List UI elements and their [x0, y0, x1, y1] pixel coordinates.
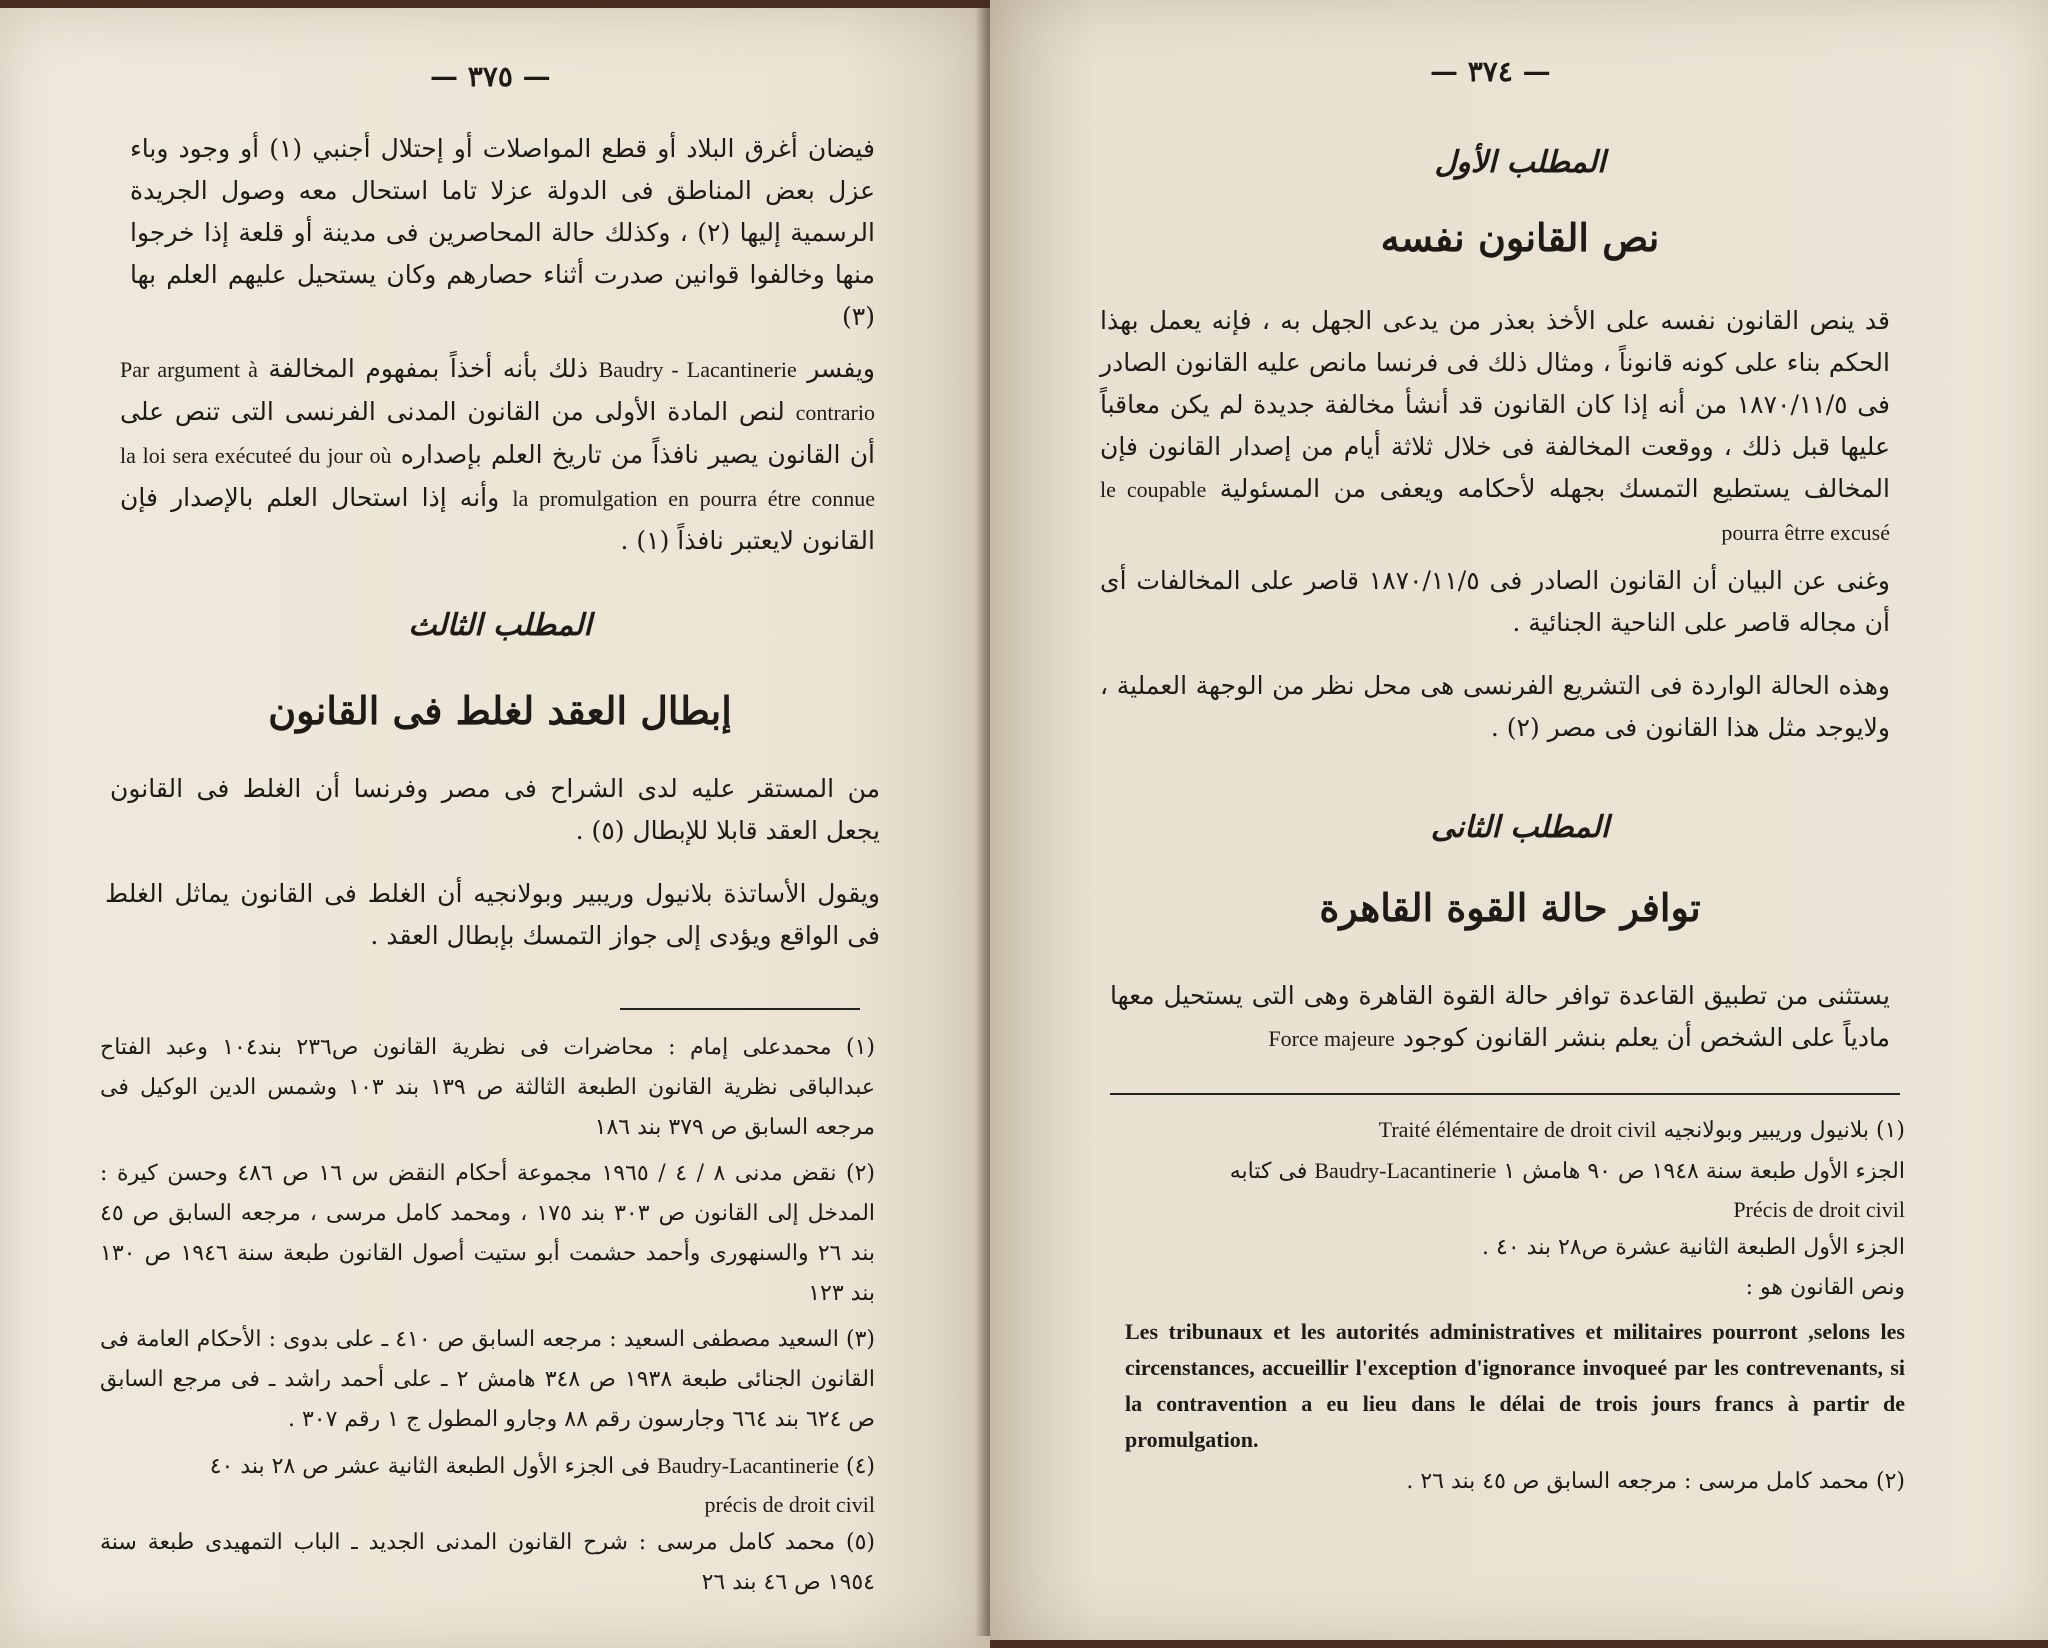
foreign-term: Force majeure [1268, 1026, 1395, 1051]
section-title: نص القانون نفسه [1380, 215, 1660, 260]
paragraph: فيضان أغرق البلاد أو قطع المواصلات أو إحتلال أجنبي (١) أو وجود وباء عزل بعض المناطق فى الدولة عزلا تاما استحال معه وصول الجريدة الرسمية إليها (٢) ، وكذلك حالة المحاصرين فى مدينة أو قلعة إذا خرجوا منها وخالفوا قوانين صدرت أثناء حصارهم وكان يستحيل عليهم العلم بها (٣) [130, 134, 876, 331]
section-title: إبطال العقد لغلط فى القانون [268, 688, 732, 733]
footnote: (٢) نقض مدنى ٨ / ٤ / ١٩٦٥ مجموعة أحكام النقض س ١٦ ص ٤٨٦ وحسن كيرة : المدخل إلى القانون ص ٣٠٣ بند ١٧٥ ، ومحمد كامل مرسى ، مرجعه السابق ص ٤٥ بند ٢٦ والسنهورى وأحمد حشمت أبو ستيت أصول القانون طبعة سنة ١٩٤٦ ص ١٣٠ بند ١٢٣ [100, 1161, 876, 1306]
paragraph-block [130, 128, 875, 338]
paragraph-block [120, 348, 875, 562]
text-run: لنص المادة الأولى من القانون المدنى الفرنسى [284, 397, 785, 426]
paragraph-block [1100, 300, 1890, 554]
section-subheading: المطلب الثالث [408, 608, 592, 643]
foreign-term: Précis de droit civil [1733, 1197, 1905, 1222]
foreign-term: Baudry-Lacantinerie [1314, 1158, 1497, 1183]
section-subheading: المطلب الأول [1434, 145, 1606, 180]
foreign-term: Baudry-Lacantinerie [656, 1453, 839, 1478]
paragraph-block [1110, 975, 1890, 1060]
paragraph-block [110, 768, 880, 852]
text-run: قد ينص القانون نفسه على الأخذ بعذر من يدعى الجهل به ، فإنه يعمل بهذا الحكم بناء على كونه قانوناً ، ومثال ذلك فى فرنسا مانص عليه القانون الصادر فى ١٨٧٠/١١/٥ من أنه إذا كان القانون قد أنشأ مخالفة جديدة لم يكن معاقباً عليها قبل ذلك ، ووقعت المخالفة فى خلال ثلاثة أيام من إصدار القانون فإن المخالف يستطيع التمسك بجهله لأحكامه ويعفى من المسئولية [1100, 306, 1890, 503]
paragraph [1100, 300, 1890, 554]
footnote [1125, 1110, 1905, 1151]
text-run: التى تنص على أن القانون يصير نافذاً من تاريخ العلم بإصداره [120, 397, 876, 469]
footnote-divider [620, 1008, 860, 1010]
foreign-term: précis de droit civil [704, 1492, 875, 1517]
footnote: (٣) السعيد مصطفى السعيد : مرجعه السابق ص ٤١٠ ـ على بدوى : الأحكام العامة فى القانون الجنائى طبعة ١٩٣٨ ص ٣٤٨ هامش ٢ ـ على أحمد راشد ـ فى مرجع السابق ص ٦٢٤ بند ٦٦٤ وجارسون رقم ٨٨ وجارو المطول ج ١ رقم ٣٠٧ . [100, 1327, 876, 1432]
text-run: ذلك بأنه أخذاً بمفهوم المخالفة [268, 354, 589, 383]
footnote: (١) محمدعلى إمام : محاضرات فى نظرية القانون ص٢٣٦ بند١٠٤ وعبد الفتاح عبدالباقى نظرية القانون الطبعة الثالثة ص ١٣٩ بند ١٠٣ وشمس الدين الوكيل فى مرجعه السابق ص ٣٧٩ بند ١٨٦ [100, 1035, 876, 1140]
paragraph-block [105, 873, 880, 957]
text-run: فى كتابه [1229, 1159, 1308, 1184]
paragraph: وغنى عن البيان أن القانون الصادر فى ١٨٧٠/١١/٥ قاصر على المخالفات أى أن مجاله قاصر على الناحية الجنائية . [1100, 566, 1890, 637]
foreign-term: Baudry - Lacantinerie [598, 357, 797, 382]
paragraph-block [1100, 665, 1890, 749]
text-run: (١) بلانيول وريبير وبولانجيه [1663, 1118, 1905, 1143]
paragraph: وهذه الحالة الواردة فى التشريع الفرنسى هى محل نظر من الوجهة العملية ، ولايوجد مثل هذا القانون فى مصر (٢) . [1100, 671, 1890, 742]
paragraph: ويقول الأساتذة بلانيول وريبير وبولانجيه أن الغلط فى القانون يماثل الغلط فى الواقع ويؤدى إلى جواز التمسك بإبطال العقد . [105, 879, 880, 950]
text-run: فى الجزء الأول الطبعة الثانية عشر ص ٢٨ بند ٤٠ [209, 1454, 650, 1479]
law-quotation: Les tribunaux et les autorités administratives et militaires pourront ,selons les circenstances, accueillir l'exception d'ignorance invoqueé par les contrevenants, si la contravention a eu lieu dans le délai de trois jours francs à partir de promulgation. [1125, 1319, 1905, 1452]
footnote [100, 1446, 875, 1487]
footnote-line: الجزء الأول الطبعة الثانية عشرة ص٢٨ بند ٤٠ . [1482, 1235, 1905, 1260]
footnote-line: ونص القانون هو : [1745, 1275, 1905, 1300]
footnotes [100, 1028, 875, 1609]
paragraph [1110, 975, 1890, 1060]
foreign-term: le coupable pourra êtrre excusé [1100, 477, 1890, 545]
section-subheading: المطلب الثانى [1430, 810, 1610, 845]
foreign-term: Par argument à contrario [120, 357, 875, 425]
page-number: — ٣٧٥ — [430, 60, 551, 93]
footnote: (٥) محمد كامل مرسى : شرح القانون المدنى الجديد ـ الباب التمهيدى طبعة سنة ١٩٥٤ ص ٤٦ بند ٢٦ [100, 1530, 875, 1595]
right-page [990, 0, 2048, 1640]
page-number: — ٣٧٤ — [1430, 55, 1551, 88]
foreign-term: Traité élémentaire de droit civil [1378, 1117, 1657, 1142]
paragraph-block [1100, 560, 1890, 644]
footnote: (٢) محمد كامل مرسى : مرجعه السابق ص ٤٥ بند ٢٦ . [1406, 1469, 1905, 1494]
left-page [0, 8, 990, 1648]
footnote-divider [1110, 1093, 1900, 1095]
section-title: توافر حالة القوة القاهرة [1319, 885, 1701, 930]
paragraph: من المستقر عليه لدى الشراح فى مصر وفرنسا أن الغلط فى القانون يجعل العقد قابلا للإبطال (٥) . [110, 774, 880, 845]
text-run: ويفسر [807, 354, 876, 383]
foreign-term: la loi sera exécuteé du jour où la promulgation en pourra étre connue [120, 443, 875, 511]
text-run: الجزء الأول طبعة سنة ١٩٤٨ ص ٩٠ هامش ١ [1503, 1159, 1905, 1184]
footnote-number: (٤) [845, 1454, 875, 1479]
text-run: يستثنى من تطبيق القاعدة توافر حالة القوة القاهرة وهى التى يستحيل معها مادياً على الشخص أن يعلم بنشر القانون كوجود [1110, 981, 1890, 1052]
footnote-line [1125, 1151, 1905, 1192]
text-run: وأنه إذا استحال العلم بالإصدار فإن القانون لايعتبر نافذاً (١) . [120, 483, 875, 555]
paragraph [120, 348, 875, 562]
footnotes [1125, 1110, 1905, 1502]
